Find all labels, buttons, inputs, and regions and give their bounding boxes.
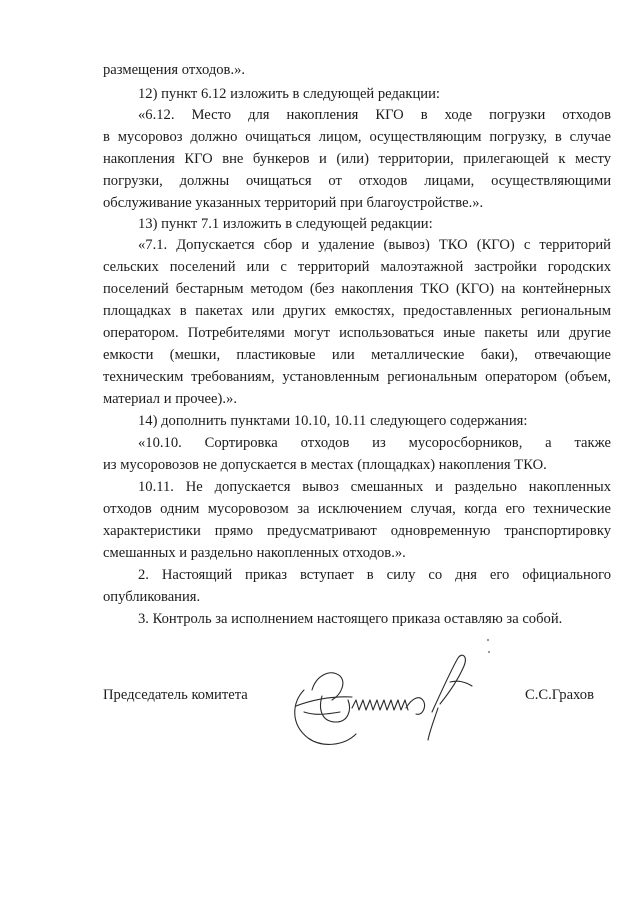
text-line: площадках в пакетах или других емкостях, предоставленных региональным [103,303,611,319]
text-line: 3. Контроль за исполнением настоящего приказа оставляю за собой. [138,611,563,627]
scan-speck [488,651,490,653]
text-line: из мусоровозов не допускается в местах (площадках) накопления ТКО. [103,457,547,473]
text-line: смешанных и раздельно накопленных отходов.». [103,545,406,561]
text-line: оператором. Потребителями могут использоваться иные пакеты или другие [103,325,611,341]
text-line: погрузки, должны очищаться от отходов лицами, осуществляющими [103,173,611,189]
signatory-title: Председатель комитета [103,687,248,703]
text-line: 12) пункт 6.12 изложить в следующей редакции: [138,86,440,102]
text-line: «10.10. Сортировка отходов из мусоросборников, а также [138,435,611,451]
text-line: опубликования. [103,589,201,605]
text-line: отходов одним мусоровозом за исключением случая, когда его технические [103,501,611,517]
text-line: техническим требованиям, установленным региональным оператором (объем, [103,369,611,385]
text-line: материал и прочее).». [103,391,237,407]
text-line: 14) дополнить пунктами 10.10, 10.11 следующего содержания: [138,413,528,429]
text-line: обслуживание указанных территорий при благоустройстве.». [103,195,484,211]
text-line: поселений бестарным методом (без накопления ТКО (КГО) на контейнерных [103,281,611,297]
text-line: характеристики прямо предусматривают одновременную транспортировку [103,523,611,539]
scan-speck [487,639,489,641]
text-line: 10.11. Не допускается вывоз смешанных и раздельно накопленных [138,479,611,495]
handwritten-signature [282,650,478,750]
text-line: в мусоровоз должно очищаться лицом, осуществляющим погрузку, в случае [103,129,611,145]
text-line: емкости (мешки, пластиковые или металлические баки), отвечающие [103,347,611,363]
text-line: «6.12. Место для накопления КГО в ходе погрузки отходов [138,107,611,123]
text-line: накопления КГО вне бункеров и (или) территории, прилегающей к месту [103,151,611,167]
text-line: размещения отходов.». [103,62,246,78]
signatory-name: С.С.Грахов [525,687,594,703]
text-line: 13) пункт 7.1 изложить в следующей редакции: [138,216,433,232]
text-line: «7.1. Допускается сбор и удаление (вывоз) ТКО (КГО) с территорий [138,237,611,253]
text-line: 2. Настоящий приказ вступает в силу со дня его официального [138,567,611,583]
text-line: сельских поселений или с территорий малоэтажной застройки городских [103,259,611,275]
